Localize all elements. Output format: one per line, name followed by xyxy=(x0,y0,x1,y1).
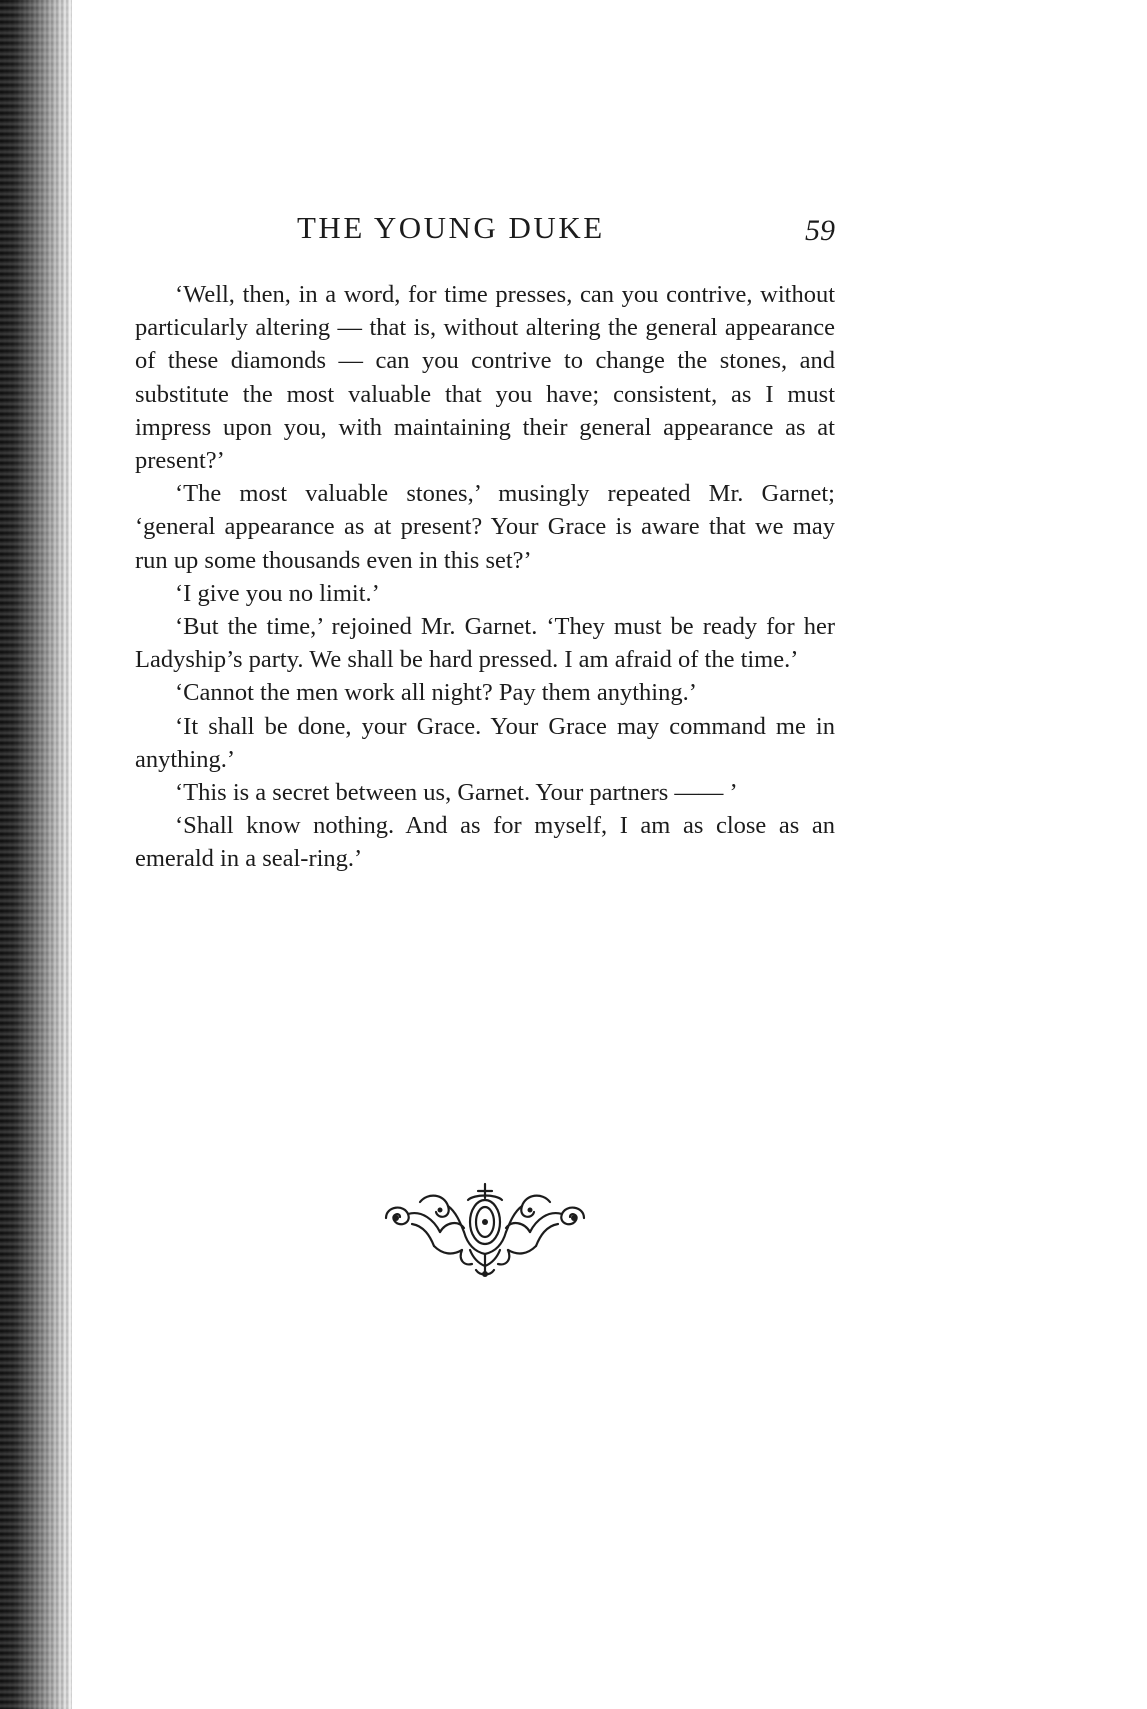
binding-gutter xyxy=(0,0,72,1709)
page-header xyxy=(135,210,835,254)
floral-tailpiece-icon xyxy=(378,1180,592,1280)
paragraph: ‘I give you no limit.’ xyxy=(175,579,380,607)
paragraph: ‘But the time,’ rejoined Mr. Garnet. ‘They must be ready for her Ladyship’s party. We shall be hard pressed. I am afraid of the time.’ xyxy=(135,613,835,674)
paragraph: ‘It shall be done, your Grace. Your Grace may command me in anything.’ xyxy=(135,712,835,773)
paragraph: ‘Well, then, in a word, for time presses, can you contrive, without particularly altering — that is, without altering the general appearance of these diamonds — can you contrive to change the stones, and substitute the most valuable that you have; consistent, as I must impress upon you, with maintaining their general appearance as at present?’ xyxy=(135,281,835,475)
paragraph: ‘Cannot the men work all night? Pay them anything.’ xyxy=(175,679,697,707)
page-number: 59 xyxy=(805,214,835,247)
running-head: THE YOUNG DUKE xyxy=(297,210,605,245)
paragraph: ‘Shall know nothing. And as for myself, I am as close as an emerald in a seal-ring.’ xyxy=(135,812,835,873)
paragraph: ‘The most valuable stones,’ musingly repeated Mr. Garnet; ‘general appearance as at present? Your Grace is aware that we may run up some thousands even in this set?’ xyxy=(135,480,835,574)
body-text xyxy=(135,278,835,876)
paragraph: ‘This is a secret between us, Garnet. Your partners —— ’ xyxy=(175,779,738,807)
